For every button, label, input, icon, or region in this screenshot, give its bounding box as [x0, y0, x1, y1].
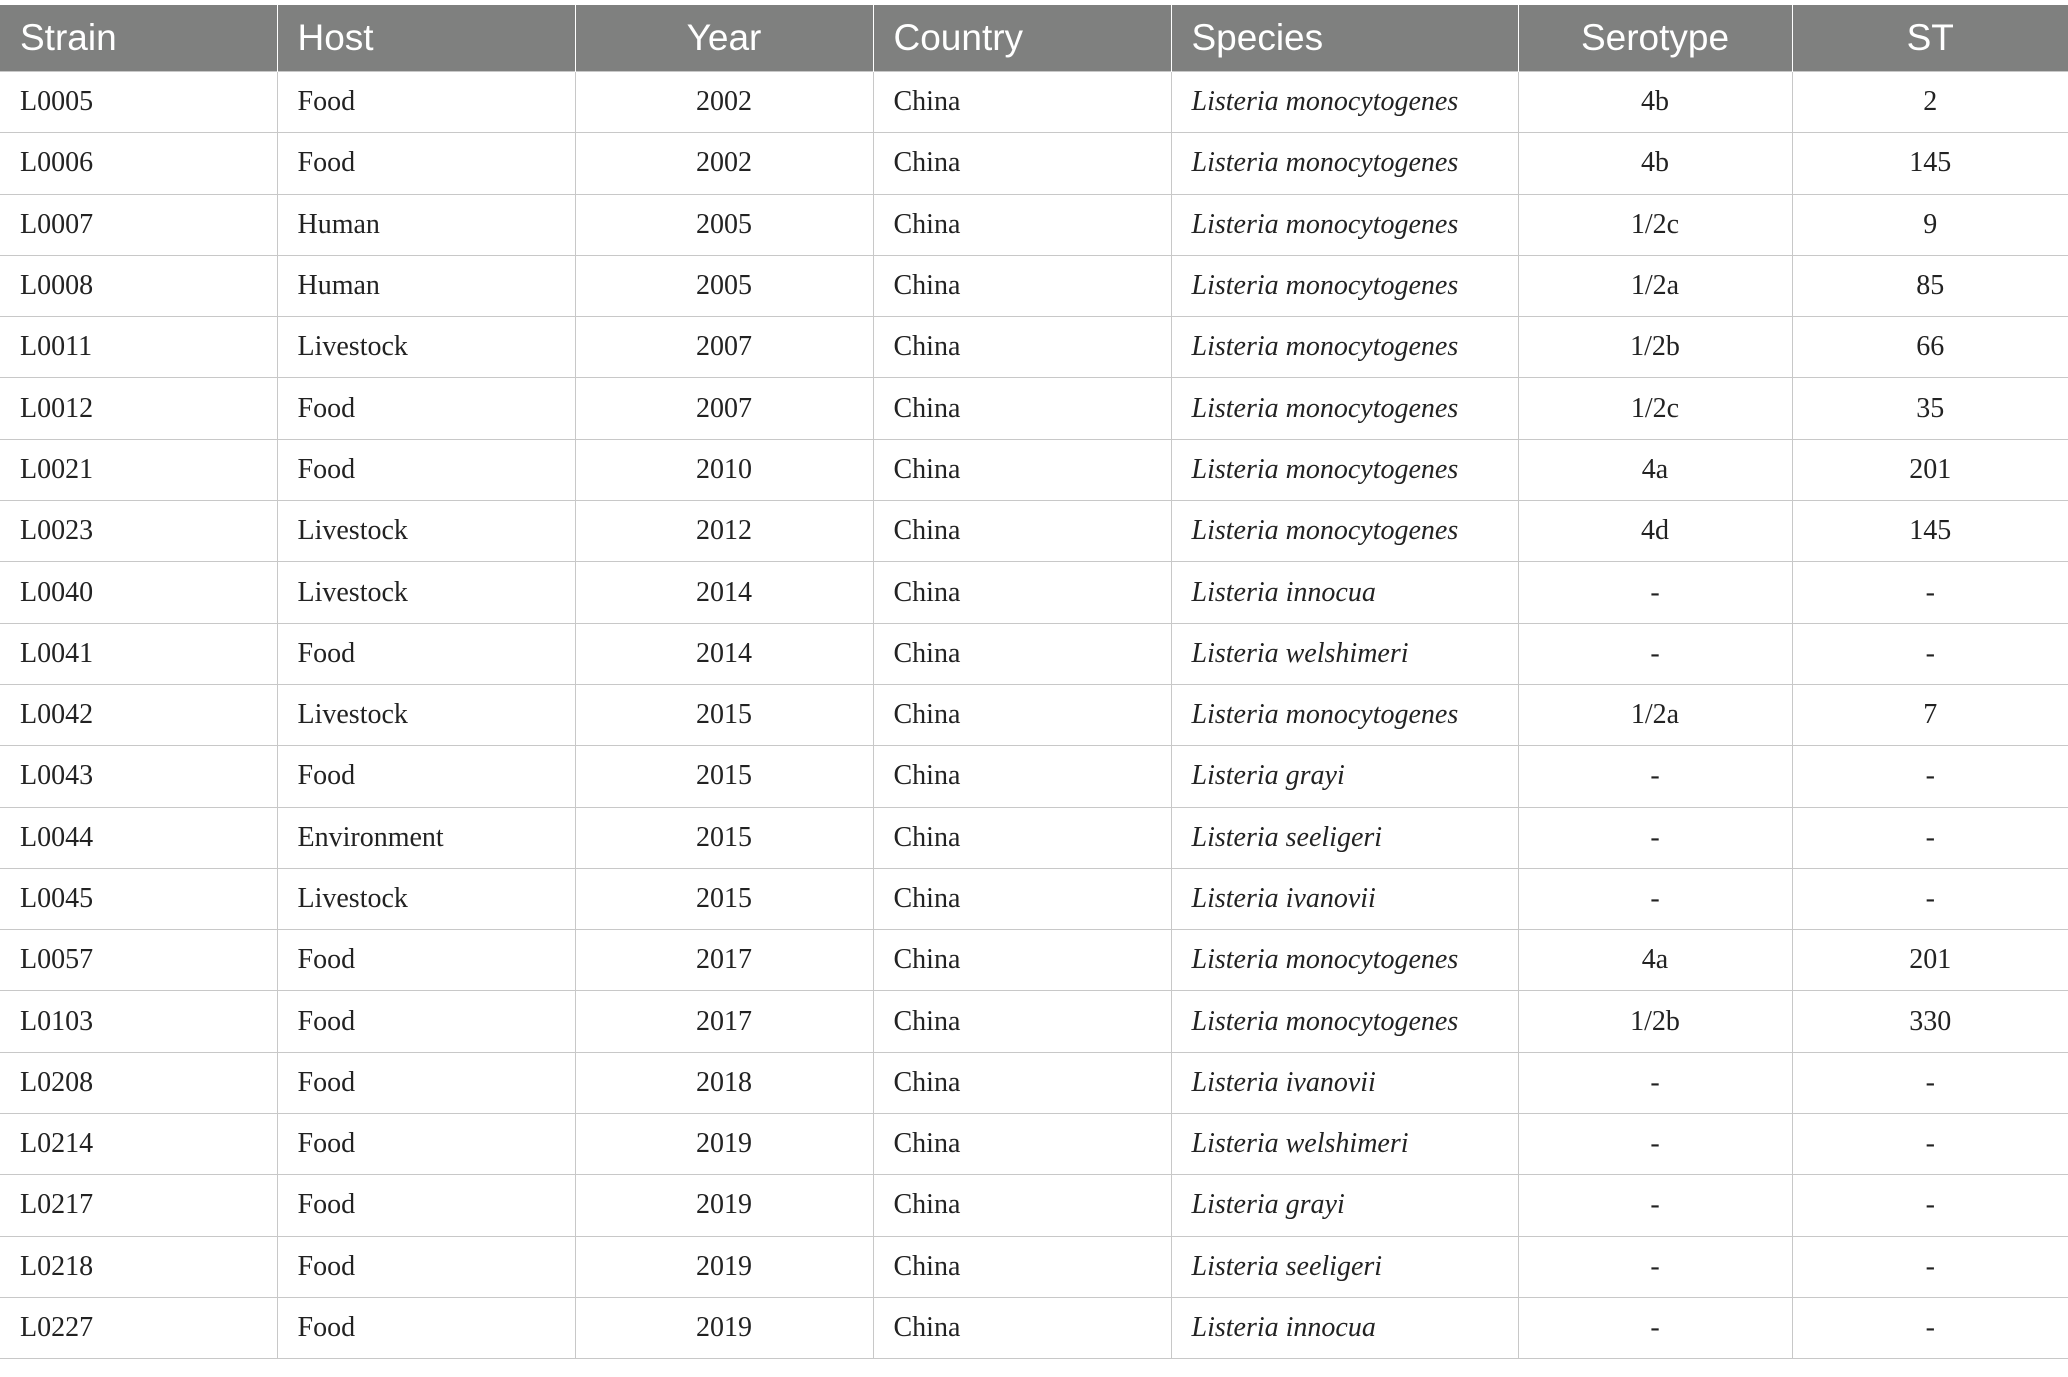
cell-host: Food	[277, 1297, 575, 1358]
cell-st: 85	[1792, 255, 2068, 316]
cell-year: 2018	[575, 1052, 873, 1113]
cell-host: Food	[277, 439, 575, 500]
cell-country: China	[873, 1114, 1171, 1175]
cell-serotype: 1/2a	[1518, 684, 1792, 745]
cell-species: Listeria monocytogenes	[1171, 930, 1518, 991]
cell-species: Listeria ivanovii	[1171, 868, 1518, 929]
table-row	[0, 72, 2068, 133]
cell-species: Listeria monocytogenes	[1171, 684, 1518, 745]
table-row	[0, 1052, 2068, 1113]
cell-st: -	[1792, 807, 2068, 868]
strain-table-container	[0, 5, 2068, 1359]
cell-strain: L0103	[0, 991, 277, 1052]
cell-strain: L0227	[0, 1297, 277, 1358]
table-row	[0, 1236, 2068, 1297]
cell-country: China	[873, 562, 1171, 623]
cell-st: 201	[1792, 439, 2068, 500]
cell-host: Food	[277, 378, 575, 439]
cell-year: 2010	[575, 439, 873, 500]
table-row	[0, 1175, 2068, 1236]
header-country: Country	[873, 5, 1171, 72]
cell-host: Human	[277, 255, 575, 316]
cell-year: 2005	[575, 194, 873, 255]
table-header	[0, 5, 2068, 72]
cell-strain: L0012	[0, 378, 277, 439]
table-row	[0, 1297, 2068, 1358]
table-row	[0, 317, 2068, 378]
header-species: Species	[1171, 5, 1518, 72]
cell-strain: L0023	[0, 501, 277, 562]
cell-host: Livestock	[277, 317, 575, 378]
cell-st: -	[1792, 623, 2068, 684]
cell-year: 2017	[575, 930, 873, 991]
cell-year: 2007	[575, 378, 873, 439]
cell-year: 2015	[575, 684, 873, 745]
cell-year: 2019	[575, 1175, 873, 1236]
cell-strain: L0011	[0, 317, 277, 378]
cell-host: Food	[277, 930, 575, 991]
cell-year: 2002	[575, 133, 873, 194]
cell-species: Listeria monocytogenes	[1171, 255, 1518, 316]
cell-host: Food	[277, 991, 575, 1052]
cell-species: Listeria seeligeri	[1171, 807, 1518, 868]
cell-host: Livestock	[277, 501, 575, 562]
cell-country: China	[873, 1175, 1171, 1236]
table-row	[0, 562, 2068, 623]
table-row	[0, 930, 2068, 991]
cell-host: Food	[277, 1175, 575, 1236]
cell-strain: L0045	[0, 868, 277, 929]
cell-strain: L0218	[0, 1236, 277, 1297]
cell-country: China	[873, 194, 1171, 255]
cell-serotype: -	[1518, 1114, 1792, 1175]
cell-serotype: 4b	[1518, 72, 1792, 133]
cell-country: China	[873, 1052, 1171, 1113]
cell-year: 2019	[575, 1236, 873, 1297]
cell-strain: L0007	[0, 194, 277, 255]
cell-species: Listeria grayi	[1171, 1175, 1518, 1236]
cell-country: China	[873, 991, 1171, 1052]
cell-species: Listeria welshimeri	[1171, 1114, 1518, 1175]
table-row	[0, 133, 2068, 194]
table-row	[0, 684, 2068, 745]
cell-serotype: -	[1518, 746, 1792, 807]
cell-strain: L0006	[0, 133, 277, 194]
cell-country: China	[873, 378, 1171, 439]
strain-table	[0, 5, 2068, 1359]
header-serotype: Serotype	[1518, 5, 1792, 72]
cell-serotype: -	[1518, 1175, 1792, 1236]
table-row	[0, 991, 2068, 1052]
table-row	[0, 868, 2068, 929]
cell-st: -	[1792, 746, 2068, 807]
table-row	[0, 194, 2068, 255]
cell-st: 2	[1792, 72, 2068, 133]
cell-st: 145	[1792, 501, 2068, 562]
cell-country: China	[873, 501, 1171, 562]
cell-st: -	[1792, 1114, 2068, 1175]
cell-st: -	[1792, 1175, 2068, 1236]
header-row	[0, 5, 2068, 72]
cell-serotype: 1/2b	[1518, 317, 1792, 378]
cell-host: Livestock	[277, 562, 575, 623]
cell-country: China	[873, 1297, 1171, 1358]
cell-year: 2014	[575, 562, 873, 623]
cell-species: Listeria monocytogenes	[1171, 317, 1518, 378]
cell-year: 2015	[575, 807, 873, 868]
header-year: Year	[575, 5, 873, 72]
table-row	[0, 439, 2068, 500]
cell-country: China	[873, 439, 1171, 500]
cell-strain: L0217	[0, 1175, 277, 1236]
cell-year: 2005	[575, 255, 873, 316]
table-row	[0, 255, 2068, 316]
cell-serotype: 4a	[1518, 930, 1792, 991]
cell-strain: L0044	[0, 807, 277, 868]
cell-species: Listeria monocytogenes	[1171, 133, 1518, 194]
cell-serotype: 4b	[1518, 133, 1792, 194]
cell-country: China	[873, 684, 1171, 745]
cell-st: 145	[1792, 133, 2068, 194]
cell-host: Food	[277, 133, 575, 194]
cell-serotype: -	[1518, 1236, 1792, 1297]
table-row	[0, 746, 2068, 807]
cell-host: Livestock	[277, 868, 575, 929]
cell-serotype: -	[1518, 1052, 1792, 1113]
cell-year: 2007	[575, 317, 873, 378]
cell-strain: L0042	[0, 684, 277, 745]
header-host: Host	[277, 5, 575, 72]
cell-year: 2019	[575, 1297, 873, 1358]
cell-strain: L0005	[0, 72, 277, 133]
cell-st: 35	[1792, 378, 2068, 439]
cell-st: 66	[1792, 317, 2068, 378]
cell-country: China	[873, 930, 1171, 991]
cell-st: 201	[1792, 930, 2068, 991]
cell-year: 2014	[575, 623, 873, 684]
cell-serotype: 1/2b	[1518, 991, 1792, 1052]
cell-serotype: 4a	[1518, 439, 1792, 500]
cell-st: -	[1792, 1052, 2068, 1113]
cell-year: 2002	[575, 72, 873, 133]
cell-serotype: 1/2c	[1518, 378, 1792, 439]
cell-host: Food	[277, 746, 575, 807]
cell-host: Human	[277, 194, 575, 255]
cell-host: Food	[277, 623, 575, 684]
cell-serotype: 1/2c	[1518, 194, 1792, 255]
cell-serotype: -	[1518, 1297, 1792, 1358]
cell-country: China	[873, 868, 1171, 929]
cell-species: Listeria monocytogenes	[1171, 991, 1518, 1052]
cell-strain: L0043	[0, 746, 277, 807]
cell-st: -	[1792, 1236, 2068, 1297]
cell-country: China	[873, 255, 1171, 316]
cell-species: Listeria grayi	[1171, 746, 1518, 807]
table-row	[0, 501, 2068, 562]
cell-strain: L0214	[0, 1114, 277, 1175]
cell-species: Listeria innocua	[1171, 562, 1518, 623]
cell-host: Food	[277, 1114, 575, 1175]
cell-st: 9	[1792, 194, 2068, 255]
cell-species: Listeria innocua	[1171, 1297, 1518, 1358]
cell-species: Listeria seeligeri	[1171, 1236, 1518, 1297]
cell-strain: L0057	[0, 930, 277, 991]
cell-strain: L0208	[0, 1052, 277, 1113]
header-st: ST	[1792, 5, 2068, 72]
cell-species: Listeria monocytogenes	[1171, 194, 1518, 255]
table-row	[0, 807, 2068, 868]
cell-country: China	[873, 746, 1171, 807]
cell-species: Listeria monocytogenes	[1171, 72, 1518, 133]
cell-host: Food	[277, 72, 575, 133]
cell-serotype: 4d	[1518, 501, 1792, 562]
table-row	[0, 378, 2068, 439]
table-row	[0, 1114, 2068, 1175]
cell-country: China	[873, 317, 1171, 378]
cell-country: China	[873, 1236, 1171, 1297]
cell-st: -	[1792, 868, 2068, 929]
cell-species: Listeria monocytogenes	[1171, 378, 1518, 439]
cell-country: China	[873, 72, 1171, 133]
cell-country: China	[873, 807, 1171, 868]
cell-serotype: -	[1518, 623, 1792, 684]
header-strain: Strain	[0, 5, 277, 72]
cell-strain: L0021	[0, 439, 277, 500]
cell-strain: L0008	[0, 255, 277, 316]
cell-host: Environment	[277, 807, 575, 868]
cell-host: Food	[277, 1052, 575, 1113]
cell-year: 2019	[575, 1114, 873, 1175]
cell-species: Listeria ivanovii	[1171, 1052, 1518, 1113]
cell-year: 2015	[575, 868, 873, 929]
cell-strain: L0041	[0, 623, 277, 684]
cell-st: -	[1792, 1297, 2068, 1358]
cell-year: 2017	[575, 991, 873, 1052]
cell-year: 2015	[575, 746, 873, 807]
cell-year: 2012	[575, 501, 873, 562]
table-body	[0, 72, 2068, 1359]
cell-species: Listeria monocytogenes	[1171, 439, 1518, 500]
cell-st: 330	[1792, 991, 2068, 1052]
cell-country: China	[873, 623, 1171, 684]
cell-host: Livestock	[277, 684, 575, 745]
table-row	[0, 623, 2068, 684]
cell-serotype: -	[1518, 562, 1792, 623]
cell-serotype: -	[1518, 807, 1792, 868]
cell-species: Listeria welshimeri	[1171, 623, 1518, 684]
cell-st: 7	[1792, 684, 2068, 745]
cell-serotype: -	[1518, 868, 1792, 929]
cell-serotype: 1/2a	[1518, 255, 1792, 316]
cell-country: China	[873, 133, 1171, 194]
cell-strain: L0040	[0, 562, 277, 623]
cell-host: Food	[277, 1236, 575, 1297]
cell-species: Listeria monocytogenes	[1171, 501, 1518, 562]
cell-st: -	[1792, 562, 2068, 623]
